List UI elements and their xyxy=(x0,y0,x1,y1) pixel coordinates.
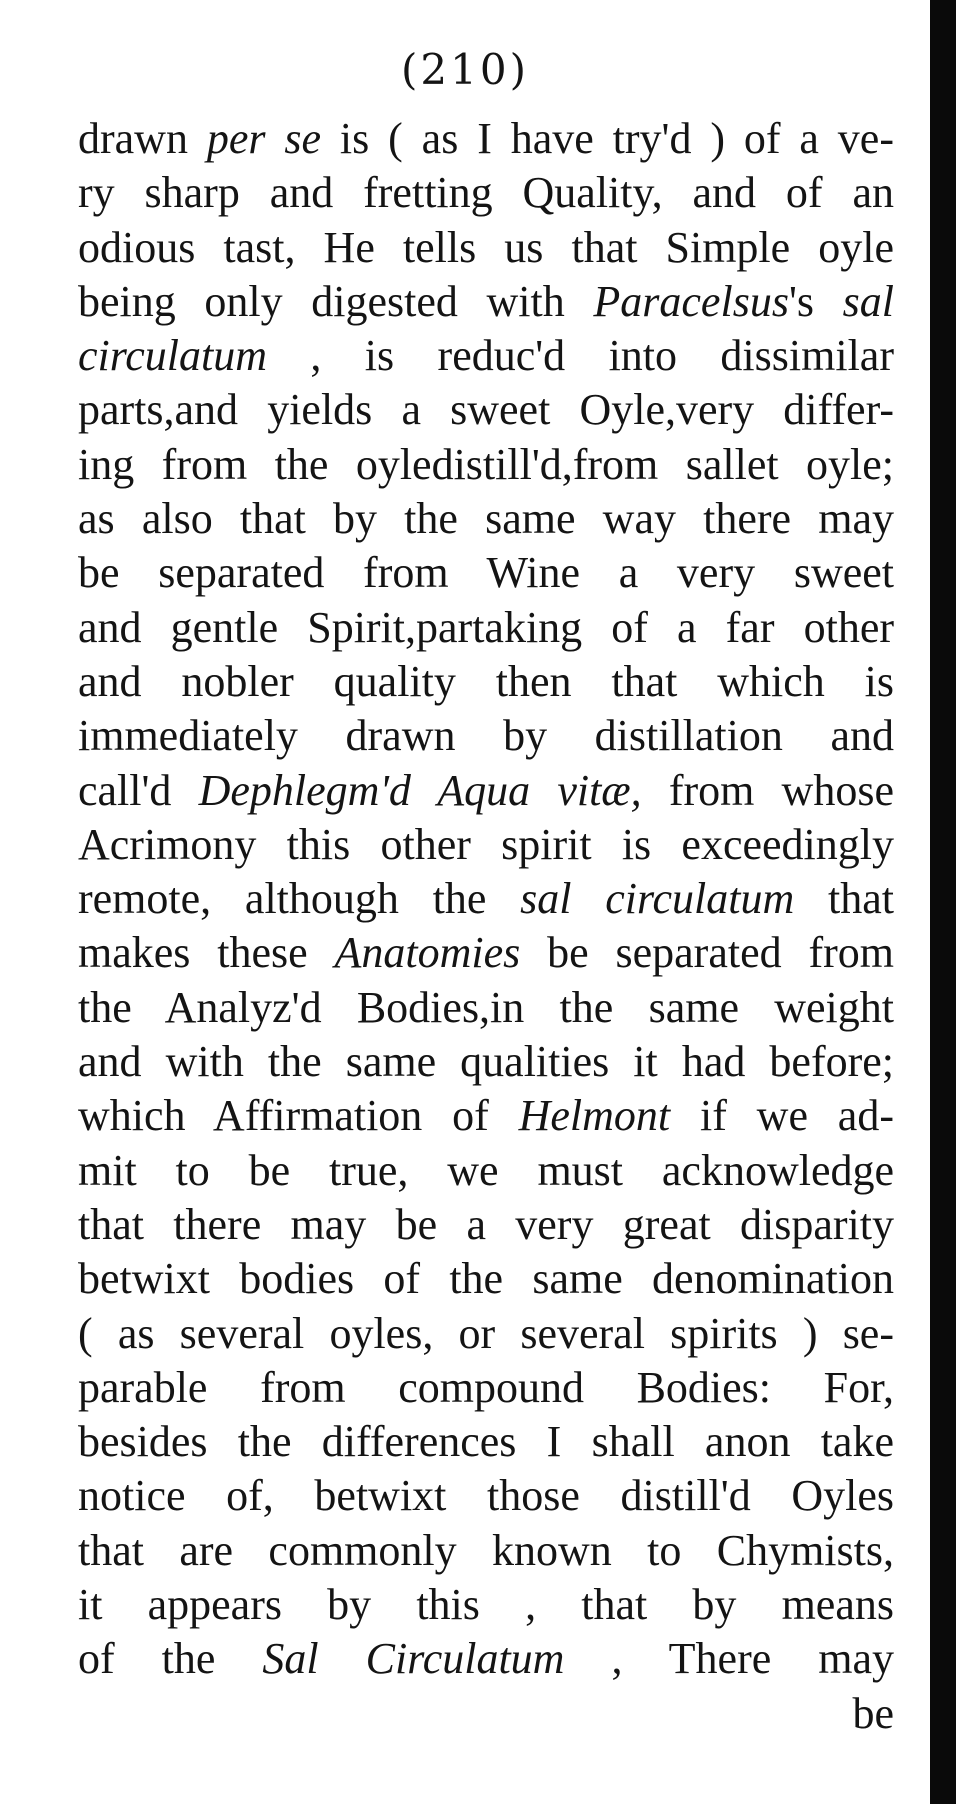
text-segment: if we ad- xyxy=(670,1091,894,1141)
text-segment: be separated from Wine a very sweet xyxy=(78,548,894,598)
text-segment: as also that by the same way there may xyxy=(78,494,894,544)
text-segment: , is reduc'd into dissimilar xyxy=(267,331,894,381)
text-line xyxy=(78,926,894,980)
text-segment: notice of, betwixt those distill'd Oyles xyxy=(78,1471,894,1521)
text-line xyxy=(78,818,894,872)
text-segment: it appears by this , that by means xyxy=(78,1580,894,1630)
italic-text: Anatomies xyxy=(334,928,521,978)
text-segment: that are commonly known to Chymists, xyxy=(78,1525,894,1575)
text-line xyxy=(78,1144,894,1198)
text-segment: Acrimony this other spirit is exceedingly xyxy=(78,819,894,869)
italic-text: circulatum xyxy=(78,331,267,381)
text-segment: of the xyxy=(78,1634,263,1684)
text-segment: that xyxy=(794,874,894,924)
text-segment: and with the same qualities it had before; xyxy=(78,1037,894,1087)
text-line xyxy=(78,709,894,763)
text-segment: and nobler quality then that which is xyxy=(78,656,894,706)
text-line xyxy=(78,1415,894,1469)
text-line xyxy=(78,383,894,437)
text-line xyxy=(78,112,894,166)
text-segment: be separated from xyxy=(520,928,894,978)
text-line xyxy=(78,546,894,600)
text-segment: remote, although the xyxy=(78,874,521,924)
text-line xyxy=(78,872,894,926)
text-line xyxy=(78,1089,894,1143)
text-segment: and gentle Spirit,partaking of a far other xyxy=(78,602,894,652)
text-line xyxy=(78,655,894,709)
text-segment: from whose xyxy=(641,765,894,815)
text-segment: , There may xyxy=(564,1634,894,1684)
text-line xyxy=(78,764,894,818)
text-segment: be xyxy=(852,1688,894,1738)
text-line xyxy=(78,601,894,655)
text-line xyxy=(78,1687,894,1741)
text-segment: odious tast, He tells us that Simple oyle xyxy=(78,222,894,272)
text-line xyxy=(78,981,894,1035)
text-segment: ing from the oyledistill'd,from sallet oyle; xyxy=(78,439,894,489)
text-line xyxy=(78,1632,894,1686)
text-line xyxy=(78,1524,894,1578)
body-text xyxy=(78,112,894,1741)
italic-text: sal circulatum xyxy=(520,874,795,924)
text-segment: is ( as I have try'd ) of a ve- xyxy=(321,114,894,163)
text-segment: call'd xyxy=(78,765,199,815)
italic-text: Dephlegm'd Aqua vitæ, xyxy=(198,765,642,815)
italic-text: sal xyxy=(842,276,894,326)
page-number: (210) xyxy=(401,45,529,94)
text-segment: betwixt bodies of the same denomination xyxy=(78,1254,894,1304)
italic-text: Paracelsus xyxy=(593,276,789,326)
text-segment: the Analyz'd Bodies,in the same weight xyxy=(78,982,894,1032)
text-line xyxy=(78,1469,894,1523)
text-segment: drawn xyxy=(78,114,207,163)
text-line xyxy=(78,166,894,220)
text-line xyxy=(78,275,894,329)
text-line xyxy=(78,1035,894,1089)
text-line xyxy=(78,1361,894,1415)
text-segment: which Affirmation of xyxy=(78,1091,519,1141)
text-segment: 's xyxy=(788,276,843,326)
text-segment: being only digested with xyxy=(78,276,594,326)
page-edge-shadow xyxy=(930,0,956,1804)
text-segment: makes these xyxy=(78,928,335,978)
text-line xyxy=(78,1578,894,1632)
italic-text: Sal Circulatum xyxy=(262,1634,565,1684)
text-line xyxy=(78,329,894,383)
text-segment: ( as several oyles, or several spirits ) se- xyxy=(78,1308,894,1358)
italic-text: Helmont xyxy=(518,1091,671,1141)
text-line xyxy=(78,438,894,492)
italic-text: per se xyxy=(206,114,322,163)
text-line xyxy=(78,1252,894,1306)
text-segment: parable from compound Bodies: For, xyxy=(78,1362,894,1412)
text-segment: that there may be a very great disparity xyxy=(78,1199,894,1249)
text-segment: ry sharp and fretting Quality, and of an xyxy=(78,168,894,218)
text-line xyxy=(78,1198,894,1252)
text-segment: mit to be true, we must acknowledge xyxy=(78,1145,894,1195)
text-segment: immediately drawn by distillation and xyxy=(78,711,894,761)
text-line xyxy=(78,221,894,275)
text-segment: besides the differences I shall anon take xyxy=(78,1417,894,1467)
text-line xyxy=(78,1307,894,1361)
text-segment: parts,and yields a sweet Oyle,very differ- xyxy=(78,385,894,435)
text-line xyxy=(78,492,894,546)
